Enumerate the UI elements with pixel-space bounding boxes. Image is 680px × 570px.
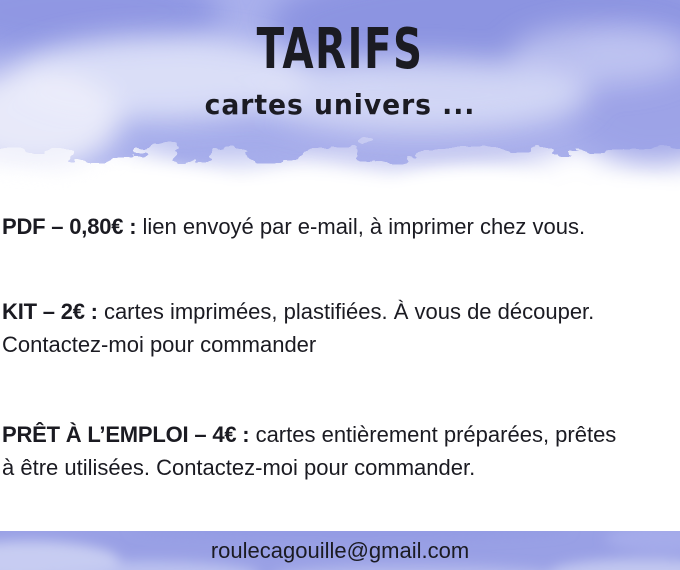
price-description-kit: cartes imprimées, plastifiées. À vous de découper. Contactez-moi pour commander [2, 299, 595, 357]
price-item-pret-a-l-emploi [2, 418, 632, 484]
contact-email: roulecagouille@gmail.com [210, 538, 470, 563]
poster-title: TARIFS [256, 17, 424, 82]
poster-subtitle: cartes univers ... [204, 88, 476, 121]
price-label-pdf: PDF – 0,80€ : [2, 214, 137, 239]
price-description-pret-a-l-emploi: cartes entièrement préparées, prêtes à être utilisées. Contactez-moi pour commander. [2, 422, 617, 480]
price-label-kit: KIT – 2€ : [2, 299, 98, 324]
price-description-pdf: lien envoyé par e-mail, à imprimer chez vous. [142, 214, 586, 239]
header [0, 17, 680, 122]
price-item-kit [2, 295, 678, 361]
price-item-pdf [2, 210, 678, 243]
footer-band [0, 531, 680, 570]
price-label-pret-a-l-emploi: PRÊT À L’EMPLOI – 4€ : [2, 422, 250, 447]
